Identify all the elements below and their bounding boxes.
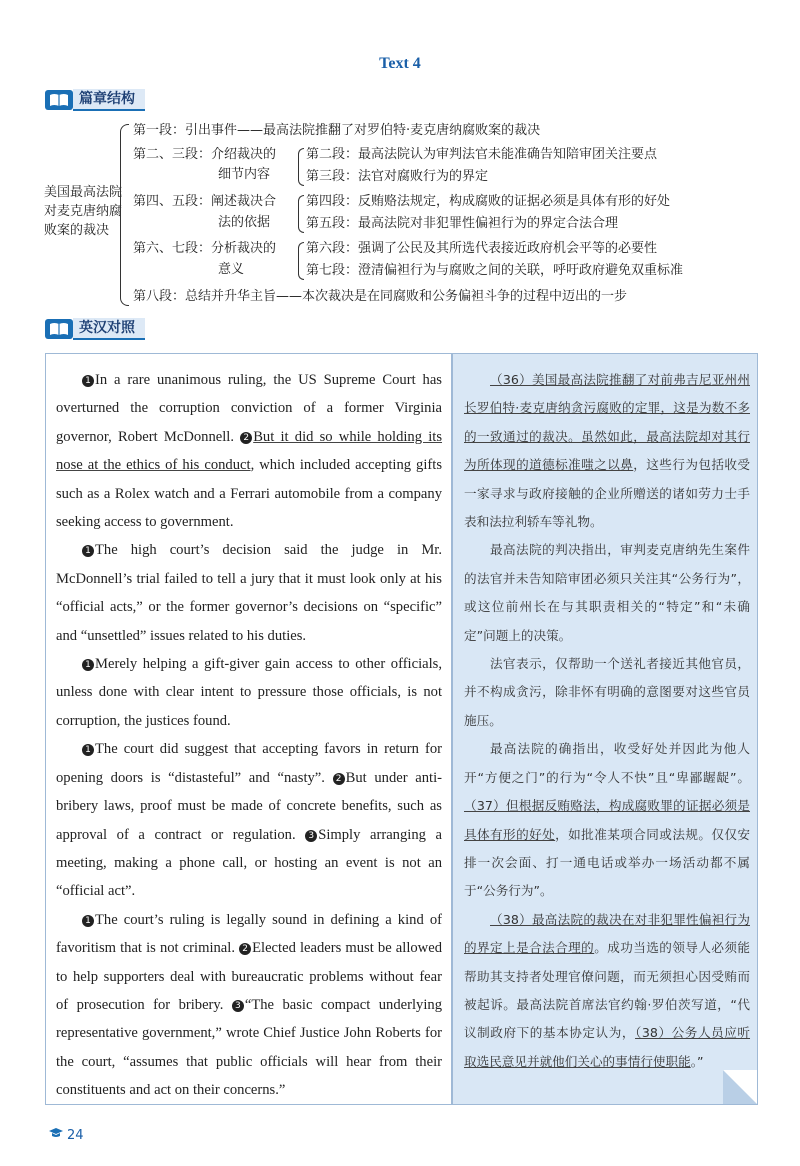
sentence: The court did suggest that accepting favors in return for opening doors is “distasteful” and “nasty”. (56, 741, 442, 786)
sentence: , which included accepting gifts such as a Rolex watch and a Ferrari automobile from a company seeking access to government. (56, 457, 442, 531)
structure-topic: 美国最高法院对麦克唐纳腐败案的裁决 (44, 185, 123, 238)
english-paragraph (56, 536, 442, 650)
group1-sub1: 第二段：最高法院认为审判法官未能准确告知陪审团关注要点 (306, 147, 658, 162)
group2-heading-b: 法的依据 (218, 215, 271, 230)
sentence-number: 1 (82, 545, 94, 557)
sentence-number: 3 (305, 830, 317, 842)
sentence-number: 1 (82, 375, 94, 387)
sentence: In a rare unanimous ruling, the US Supreme Court has overturned the corruption conviction of a former Virginia governor, Robert McDonnell. (56, 372, 442, 445)
section-header-structure (45, 89, 145, 111)
chinese-paragraph (464, 906, 750, 1076)
underlined-translation: （37）但根据反贿赂法，构成腐败罪的证据必须是具体有形的好处 (464, 798, 750, 842)
translation: ，这些行为包括收受一家寻求与政府接触的企业所赠送的诸如劳力士手表和法拉利轿车等礼物。 (464, 457, 751, 530)
translation: 。成功当选的领导人必须能帮助其支持者处理官僚问题，而无须担心因受贿而被起诉。最高法院首席法官约翰·罗伯茨写道，“代议制政府下的基本协定认为， (464, 940, 751, 1041)
group3-heading-b: 意义 (218, 262, 245, 277)
translation: 。” (690, 1053, 704, 1069)
section-label: 英汉对照 (73, 318, 145, 340)
group1-heading-a: 第二、三段：介绍裁决的 (133, 147, 277, 162)
sentence: But under anti-bribery laws, proof must be made of concrete benefits, such as approval of a contract or regulation. (56, 769, 442, 843)
underlined-sentence: But it did so while holding its nose at the ethics of his conduct (56, 428, 443, 474)
sentence: The high court’s decision said the judge in Mr. McDonnell’s trial failed to tell a jury that it must look only at his “official acts,” or the former governor’s decisions on “specific” and “unsettled” issues related to his duties. (56, 542, 442, 644)
bilingual-panel (45, 353, 758, 1105)
page-footer (48, 1127, 84, 1143)
page-curl-corner (723, 1070, 757, 1104)
english-paragraph (56, 650, 442, 735)
structure-p1: 第一段：引出事件——最高法院推翻了对罗伯特·麦克唐纳腐败案的裁决 (133, 123, 541, 138)
chinese-column (452, 353, 758, 1105)
sentence-number: 2 (240, 432, 252, 444)
english-text (56, 366, 442, 1105)
sentence: Simply arranging a meeting, making a phone call, or hosting an event is not an “official act”. (56, 826, 442, 900)
sentence: Elected leaders must be allowed to help supporters deal with bureaucratic problems without fear of prosecution for bribery. (56, 940, 442, 1013)
page-number: 24 (67, 1127, 84, 1143)
sentence: “The basic compact underlying representative government,” wrote Chief Justice John Roberts for the court, “assumes that public officials will hear from their constituents and act on their concerns.” (56, 996, 442, 1099)
english-paragraph (56, 366, 442, 536)
translation: 最高法院的确指出，收受好处并因此为他人开“方便之门”的行为“令人不快”且“卑鄙龌龊”。 (464, 741, 750, 785)
structure-p8: 第八段：总结并升华主旨——本次裁决是在同腐败和公务偏袒斗争的过程中迈出的一步 (133, 289, 628, 304)
group3-sub1: 第六段：强调了公民及其所选代表接近政府机会平等的必要性 (306, 241, 658, 256)
group1-brace (298, 148, 304, 186)
book-icon (45, 90, 73, 110)
sentence: The court’s ruling is legally sound in defining a kind of favoritism that is not criminal. (56, 911, 442, 957)
chinese-paragraph: 最高法院的判决指出，审判麦克唐纳先生案件的法官并未告知陪审团必须只关注其“公务行为”，或这位前州长在与其职责相关的“特定”和“未确定”问题上的决策。 (464, 542, 750, 643)
group3-heading-a: 第六、七段：分析裁决的 (133, 241, 277, 256)
sentence: Merely helping a gift-giver gain access to other officials, unless done with clear intent to pressure those officials, is not corruption, the justices found. (56, 656, 442, 729)
structure-brace (120, 124, 129, 306)
sentence-number: 1 (82, 744, 94, 756)
group3-brace (298, 242, 304, 280)
page-title: Text 4 (379, 55, 421, 72)
group3-sub2: 第七段：澄清偏袒行为与腐败之间的关联，呼吁政府避免双重标准 (306, 263, 684, 278)
english-column (45, 353, 452, 1105)
sentence-number: 1 (82, 915, 94, 927)
sentence-number: 3 (232, 1000, 244, 1012)
graduation-cap-icon (48, 1127, 64, 1143)
sentence-number: 1 (82, 659, 94, 671)
section-header-bilingual (45, 318, 145, 340)
underlined-translation: （38）最高法院的裁决在对非犯罪性偏袒行为的界定上是合法合理的 (464, 911, 750, 956)
chinese-paragraph (464, 735, 750, 905)
sentence-number: 2 (333, 773, 345, 785)
chinese-text (464, 366, 750, 1076)
group2-sub2: 第五段：最高法院对非犯罪性偏袒行为的界定合法合理 (306, 216, 619, 231)
chinese-paragraph: 法官表示，仅帮助一个送礼者接近其他官员，并不构成贪污，除非怀有明确的意图要对这些官员施压。 (464, 656, 750, 728)
english-paragraph (56, 735, 442, 905)
underlined-translation: （36）美国最高法院推翻了对前弗吉尼亚州州长罗伯特·麦克唐纳贪污腐败的定罪，这是为数不多的一致通过的裁决。虽然如此，最高法院却对其行为所体现的道德标准嗤之以鼻 (464, 372, 750, 473)
translation: ，如批准某项合同或法规。仅仅安排一次会面、打一通电话或举办一场活动都不属于“公务行为”。 (464, 826, 751, 899)
book-icon (45, 319, 73, 339)
group2-heading-a: 第四、五段：阐述裁决合 (133, 194, 277, 209)
english-paragraph (56, 906, 442, 1105)
underlined-translation: （38）公务人员应听取选民意见并就他们关心的事情行使职能 (464, 1025, 751, 1069)
sentence-number: 2 (239, 943, 251, 955)
group1-heading-b: 细节内容 (218, 167, 271, 182)
group1-sub2: 第三段：法官对腐败行为的界定 (306, 169, 489, 184)
chinese-paragraph (464, 366, 750, 536)
group2-sub1: 第四段：反贿赂法规定，构成腐败的证据必须是具体有形的好处 (306, 194, 671, 209)
group2-brace (298, 195, 304, 233)
section-label: 篇章结构 (73, 89, 145, 111)
